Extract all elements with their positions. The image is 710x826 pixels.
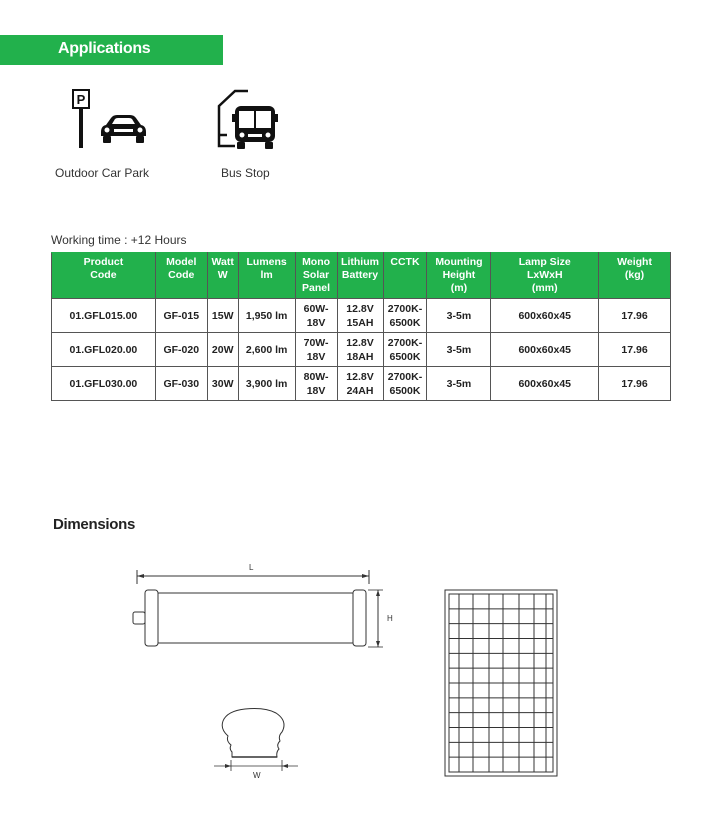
header-battery: Lithium Battery [337,253,383,299]
cell-model-code: GF-030 [155,367,207,401]
applications-title: Applications [58,40,151,57]
header-product-code: Product Code [52,253,156,299]
working-time: Working time : +12 Hours [51,233,187,247]
header-solar-panel: Mono Solar Panel [295,253,337,299]
cell-lamp-size: 600x60x45 [491,367,599,401]
cell-product-code: 01.GFL030.00 [52,367,156,401]
solar-panel-drawing [444,589,558,777]
cell-cctk: 2700K- 6500K [383,367,427,401]
cell-solar-panel: 60W- 18V [295,299,337,333]
table-row [52,333,671,367]
header-model-code: Model Code [155,253,207,299]
dimensions-title: Dimensions [53,516,136,533]
cell-mounting: 3-5m [427,299,491,333]
cell-weight: 17.96 [599,299,671,333]
header-lamp-size: Lamp Size LxWxH (mm) [491,253,599,299]
cell-mounting: 3-5m [427,367,491,401]
cell-cctk: 2700K- 6500K [383,299,427,333]
cell-weight: 17.96 [599,333,671,367]
cell-battery: 12.8V 15AH [337,299,383,333]
cell-lumens: 3,900 lm [238,367,295,401]
cell-lamp-size: 600x60x45 [491,333,599,367]
header-watt: Watt W [207,253,238,299]
dimension-label-length: L [249,563,254,572]
cell-solar-panel: 80W- 18V [295,367,337,401]
cell-lumens: 1,950 lm [238,299,295,333]
cell-battery: 12.8V 18AH [337,333,383,367]
cell-mounting: 3-5m [427,333,491,367]
cell-solar-panel: 70W- 18V [295,333,337,367]
parking-sign-letter: P [76,92,86,107]
app-label-car-park: Outdoor Car Park [55,166,150,180]
applications-banner [0,35,223,65]
spec-table [51,252,671,401]
dimension-label-width: W [253,771,261,780]
cell-product-code: 01.GFL020.00 [52,333,156,367]
parking-car-icon [66,88,156,152]
header-lumens: Lumens lm [238,253,295,299]
cell-model-code: GF-015 [155,299,207,333]
cell-lumens: 2,600 lm [238,333,295,367]
header-weight: Weight (kg) [599,253,671,299]
cell-watt: 20W [207,333,238,367]
lamp-cross-section-drawing [210,705,300,780]
header-mounting-height: Mounting Height (m) [427,253,491,299]
table-row [52,299,671,333]
cell-lamp-size: 600x60x45 [491,299,599,333]
app-label-bus-stop: Bus Stop [221,166,270,180]
table-row [52,367,671,401]
cell-product-code: 01.GFL015.00 [52,299,156,333]
cell-watt: 30W [207,367,238,401]
cell-weight: 17.96 [599,367,671,401]
bus-stop-icon [213,88,283,152]
dimension-label-height: H [387,614,393,623]
cell-cctk: 2700K- 6500K [383,333,427,367]
table-header-row [52,253,671,299]
cell-watt: 15W [207,299,238,333]
cell-battery: 12.8V 24AH [337,367,383,401]
cell-model-code: GF-020 [155,333,207,367]
lamp-side-drawing [125,560,405,655]
header-cctk: CCTK [383,253,427,299]
